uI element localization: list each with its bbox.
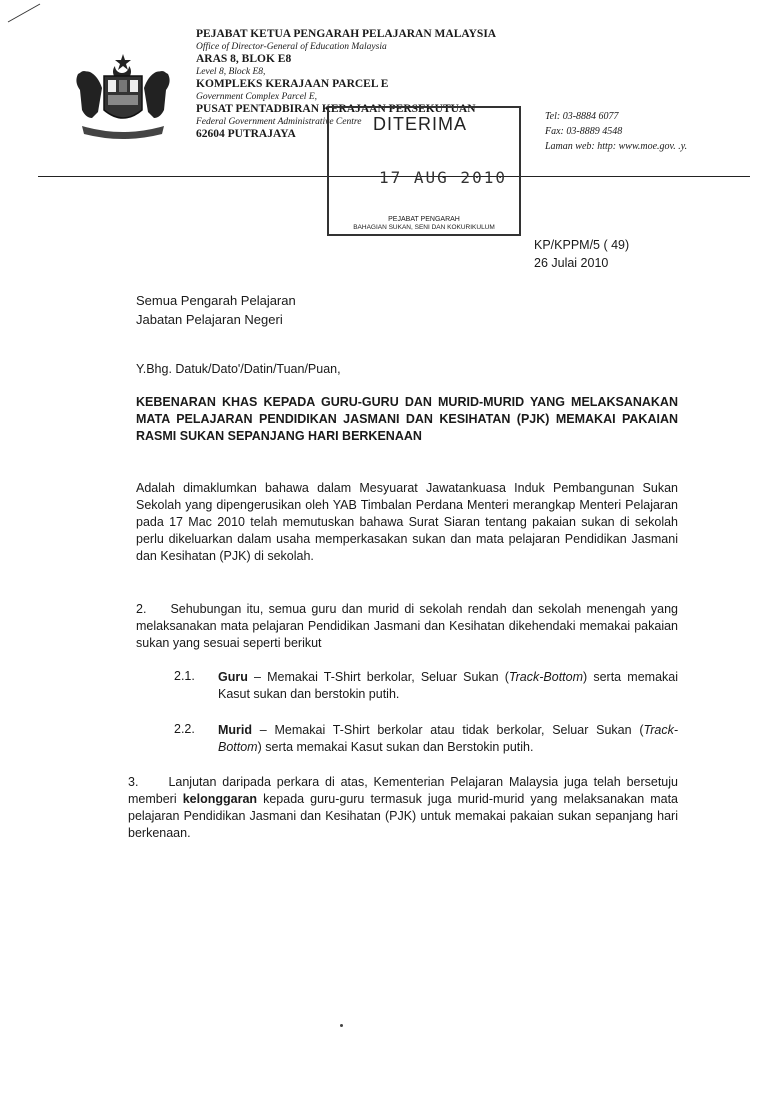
- item-2-2: [218, 722, 678, 756]
- item-2-2-label: Murid: [218, 723, 253, 737]
- stamp-date: 17 AUG 2010: [379, 168, 507, 187]
- item-2-2-text-a: – Memakai T-Shirt berkolar atau tidak berkolar, Seluar Sukan (: [252, 723, 644, 737]
- item-2-1-label: Guru: [218, 670, 248, 684]
- office-center-en: Federal Government Administrative Centre: [196, 116, 362, 127]
- item-2-1-text-b: ) serta memakai Kasut sukan dan berstokin putih.: [218, 670, 678, 701]
- reference-number: KP/KPPM/5 ( 49): [534, 238, 630, 252]
- received-stamp: [327, 106, 521, 236]
- paragraph-3-bold: kelonggaran: [182, 792, 258, 806]
- office-floor: ARAS 8, BLOK E8: [196, 53, 292, 65]
- scan-mark: [0, 0, 60, 30]
- stamp-division: BAHAGIAN SUKAN, SENI DAN KOKURIKULUM: [353, 224, 495, 231]
- item-2-2-number: 2.2.: [174, 722, 195, 736]
- reference-block: [534, 236, 629, 272]
- recipient-block: [136, 291, 296, 329]
- paragraph-2-number: 2.: [136, 602, 147, 616]
- coat-of-arms-emblem: [68, 52, 178, 144]
- contact-info: [545, 109, 687, 154]
- office-complex: KOMPLEKS KERAJAAN PARCEL E: [196, 78, 389, 90]
- reference-date: 26 Julai 2010: [534, 256, 609, 270]
- recipient-line-1: Semua Pengarah Pelajaran: [136, 293, 296, 308]
- contact-fax: Fax: 03-8889 4548: [545, 126, 623, 137]
- item-2-2-text-b: ) serta memakai Kasut sukan dan Berstokin putih.: [257, 740, 534, 754]
- item-2-1-text-a: – Memakai T-Shirt berkolar, Seluar Sukan (: [247, 670, 509, 684]
- contact-web: Laman web: http: www.moe.gov. .y.: [545, 141, 688, 152]
- recipient-line-2: Jabatan Pelajaran Negeri: [136, 312, 283, 327]
- item-2-2-italic: Track-Bottom: [218, 723, 678, 754]
- paragraph-3-text-a: Lanjutan daripada perkara di atas, Kementerian Pelajaran Malaysia juga telah bersetuju memberi: [128, 775, 678, 806]
- paragraph-1: Adalah dimaklumkan bahawa dalam Mesyuarat Jawatankuasa Induk Pembangunan Sukan Sekolah yang dipengerusikan oleh YAB Timbalan Perdana Menteri merangkap Menteri Pelajaran pada 17 Mac 2010 telah memutuskan bahawa Surat Siaran tentang pakaian sukan di sekolah perlu dikeluarkan dalam usaha memperkasakan sukan dan mata pelajaran Pendidikan Jasmani dan Kesihatan (PJK) di sekolah.: [136, 481, 678, 563]
- item-2-1-number: 2.1.: [174, 669, 195, 683]
- paragraph-3: [128, 774, 678, 842]
- scan-speck: [340, 1024, 343, 1027]
- office-postcode: 62604 PUTRAJAYA: [196, 128, 296, 140]
- item-2-1-italic: Track-Bottom: [508, 670, 584, 684]
- subject-heading: KEBENARAN KHAS KEPADA GURU-GURU DAN MURID-MURID YANG MELAKSANAKAN MATA PELAJARAN PENDIDIKAN JASMANI DAN KESIHATAN (PJK) MEMAKAI PAKAIAN RASMI SUKAN SEPANJANG HARI BERKENAAN: [136, 395, 678, 443]
- paragraph-2-text: Sehubungan itu, semua guru dan murid di sekolah rendah dan sekolah menengah yang melaksanakan mata pelajaran Pendidikan Jasmani dan Kesihatan dikehendaki memakai pakaian sukan yang sesuai seperti berikut: [136, 602, 678, 650]
- salutation: Y.Bhg. Datuk/Dato'/Datin/Tuan/Puan,: [136, 362, 341, 376]
- stamp-title: DITERIMA: [373, 114, 468, 134]
- office-title: PEJABAT KETUA PENGARAH PELAJARAN MALAYSIA: [196, 28, 497, 40]
- item-2-1: [218, 669, 678, 703]
- office-complex-en: Government Complex Parcel E,: [196, 91, 317, 102]
- office-center: PUSAT PENTADBIRAN KERAJAAN PERSEKUTUAN: [196, 103, 476, 115]
- stamp-office: PEJABAT PENGARAH: [388, 216, 460, 223]
- paragraph-2: [136, 601, 678, 652]
- paragraph-3-number: 3.: [128, 775, 139, 789]
- contact-tel: Tel: 03-8884 6077: [545, 111, 619, 122]
- office-floor-en: Level 8, Block E8,: [196, 66, 266, 77]
- paragraph-3-text-b: kepada guru-guru termasuk juga murid-murid yang melaksanakan mata pelajaran Pendidikan Jasmani dan Kesihatan (PJK) untuk memakai pakaian sukan sepanjang hari berkenaan.: [128, 792, 679, 840]
- office-title-en: Office of Director-General of Education Malaysia: [196, 41, 387, 52]
